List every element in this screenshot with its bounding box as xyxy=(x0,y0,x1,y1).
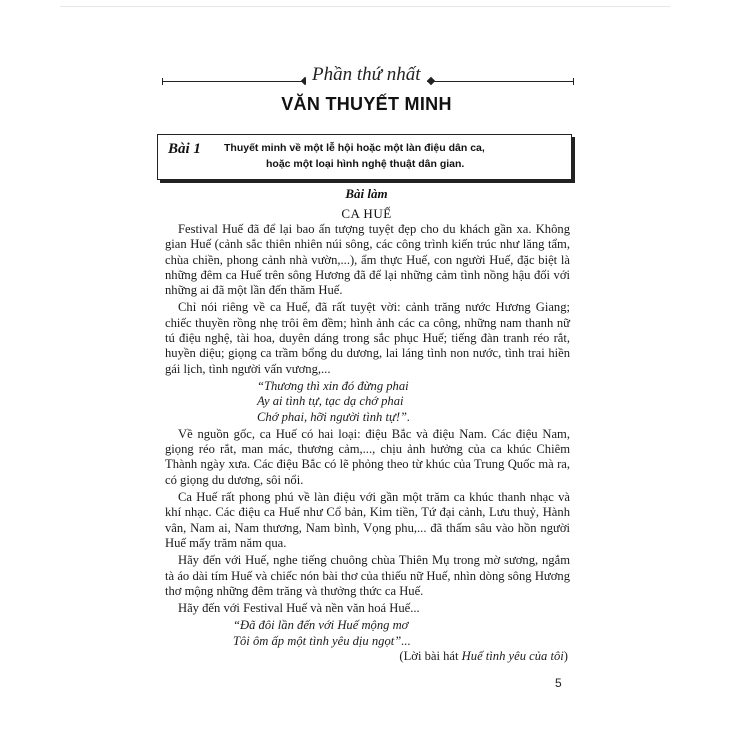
paragraph: Về nguồn gốc, ca Huế có hai loại: điệu Bắc và điệu Nam. Các điệu Nam, giọng réo rắt, man mác, thương cảm,..., chịu ảnh hưởng của ca khúc Chiêm Thành ngày xưa. Các điệu Bắc có lẽ phỏng theo từ khúc của Trung Quốc mà ra, có giọng du dương, sôi nổi. xyxy=(165,426,570,487)
task-prompt-line: Thuyết minh về một lễ hội hoặc một làn điệu dân ca, xyxy=(224,142,485,154)
essay-title: CA HUẾ xyxy=(341,206,392,221)
section-label: Phần thứ nhất xyxy=(306,64,427,86)
section-rule-end-left xyxy=(162,78,163,85)
answer-label: Bài làm xyxy=(345,186,388,201)
poem-line: Chớ phai, hỡi người tình tự!”. xyxy=(257,409,411,424)
task-box xyxy=(157,134,572,180)
poem-line: “Đã đôi lần đến với Huế mộng mơ xyxy=(233,618,409,633)
credit-suffix: ) xyxy=(563,649,568,664)
paragraph: Festival Huế đã để lại bao ấn tượng tuyệt đẹp cho du khách gần xa. Không gian Huế (cảnh sắc thiên nhiên núi sông, các công trình kiến trúc như lăng tẩm, chùa chiền, phong cảnh nhà vườn,...), ẩm thực Huế, con người Huế, đặc biệt là những đêm ca Huế trên sông Hương đã để lại những cảm tình nồng hậu đối với những ai đã một lần đến thăm Huế. xyxy=(165,222,570,298)
task-prompt-line: hoặc một loại hình nghệ thuật dân gian. xyxy=(266,158,465,170)
poem-line: “Thương thì xin đó đừng phai xyxy=(257,378,409,393)
section-rule-end-right xyxy=(573,78,574,85)
task-prompt xyxy=(224,140,564,172)
top-border-line xyxy=(60,6,670,7)
task-number: Bài 1 xyxy=(168,141,201,157)
poem-line: Tôi ôm ấp một tình yêu dịu ngọt”... xyxy=(233,633,411,648)
song-credit xyxy=(165,649,570,664)
poem-line: Ay ai tình tự, tạc dạ chớ phai xyxy=(257,394,404,409)
paragraph: Hãy đến với Festival Huế và nền văn hoá Huế... xyxy=(178,601,420,616)
credit-song-title: Huế tình yêu của tôi xyxy=(461,649,564,664)
paragraph: Ca Huế rất phong phú về làn điệu với gần một trăm ca khúc thanh nhạc và khí nhạc. Các điệu ca Huế như Cổ bản, Kim tiền, Tứ đại cảnh, Lưu thuỷ, Hành vân, Nam ai, Nam thương, Nam bình, Vọng phu,... đã thấm sâu vào hồn người Huế mấy trăm năm qua. xyxy=(165,490,570,550)
essay-body xyxy=(165,222,570,664)
diamond-ornament-icon xyxy=(427,77,435,85)
page-title: VĂN THUYẾT MINH xyxy=(281,94,452,114)
paragraph: Hãy đến với Huế, nghe tiếng chuông chùa Thiên Mụ trong mờ sương, ngắm tà áo dài tím Huế và chiếc nón bài thơ của thiếu nữ Huế, nhìn dòng sông Hương thơ mộng những đêm trăng và thưởng thức ca Huế. xyxy=(165,553,570,598)
credit-prefix: (Lời bài hát xyxy=(399,649,462,664)
paragraph: Chỉ nói riêng về ca Huế, đã rất tuyệt vời: cảnh trăng nước Hương Giang; chiếc thuyền rồng nhẹ trôi êm đềm; hình ảnh các ca công, những nam thanh nữ tú điệu nghệ, tài hoa, duyên dáng trong sắc phục Huế; tiếng đàn tranh réo rắt, huyền diệu; giọng ca trầm bổng du dương, lai láng tình non nước, tình trai hiền gái lịch, tình người vấn vương,... xyxy=(165,300,570,376)
song-quote xyxy=(165,618,570,649)
poem-quote xyxy=(165,379,570,425)
page-number: 5 xyxy=(555,676,562,690)
